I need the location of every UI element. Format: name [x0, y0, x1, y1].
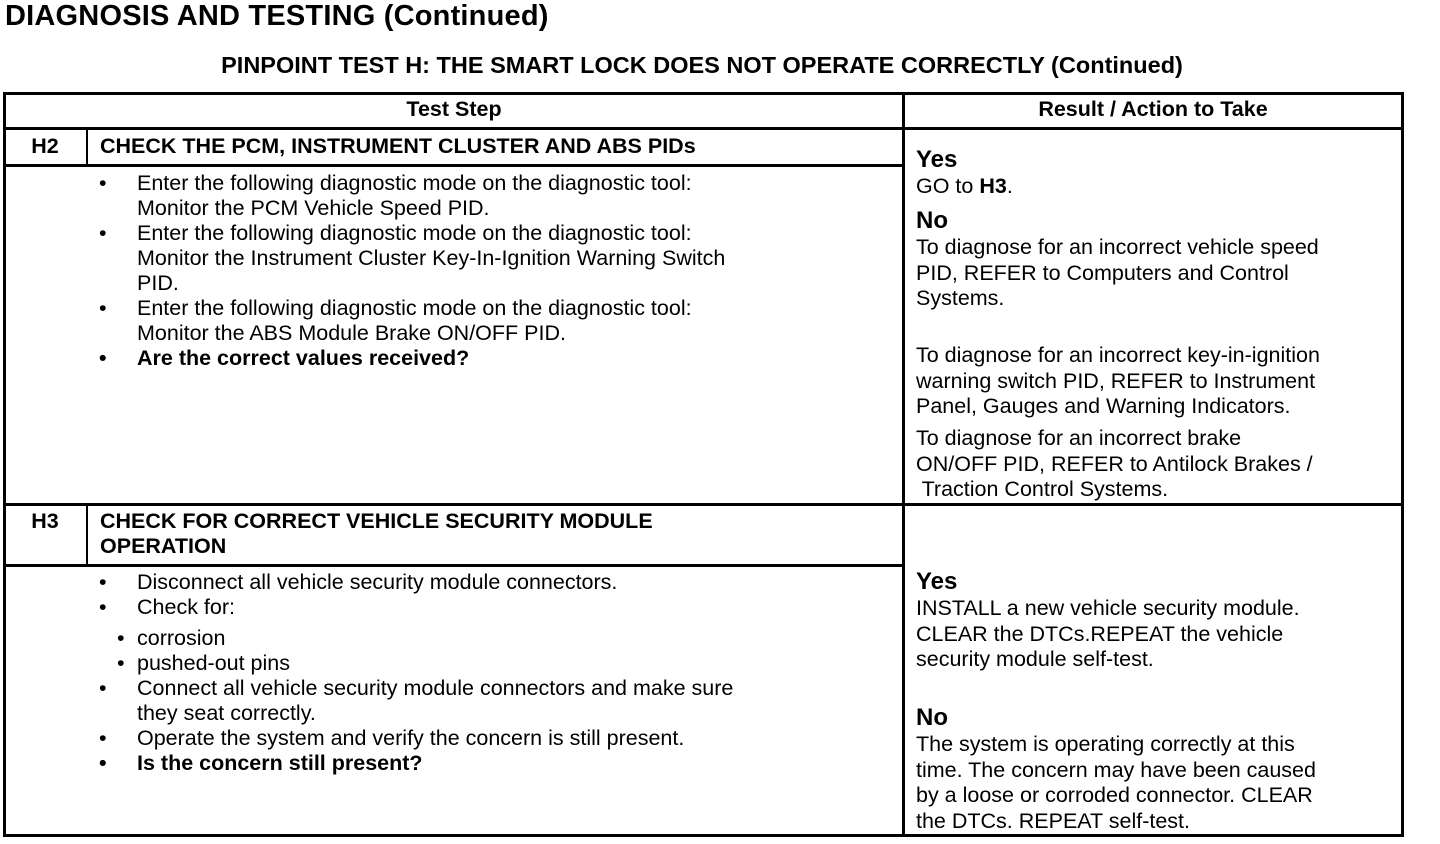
h3-title-divider	[3, 564, 905, 567]
list-item: • Operate the system and verify the concern is still present.	[99, 726, 733, 751]
step-title-h2: CHECK THE PCM, INSTRUMENT CLUSTER AND ABS PIDs	[100, 134, 696, 158]
list-item: • Are the correct values received?	[99, 346, 725, 371]
list-item: • Check for: • corrosion • pushed-out pins	[99, 595, 733, 676]
step-title-h3: CHECK FOR CORRECT VEHICLE SECURITY MODULE OPERATION	[100, 509, 653, 558]
h2-id-divider	[86, 127, 88, 167]
h2-title-divider	[3, 164, 905, 167]
list-item: • Disconnect all vehicle security module connectors.	[99, 570, 733, 595]
list-item: • corrosion	[117, 626, 733, 651]
list-item: • Connect all vehicle security module connectors and make sure they seat correctly.	[99, 676, 733, 726]
h2-no-action-3: To diagnose for an incorrect brake ON/OFF PID, REFER to Antilock Brakes / Traction Control Systems.	[916, 426, 1313, 501]
step-id-h2: H2	[31, 134, 59, 158]
table-border-bottom	[3, 834, 1404, 837]
h2-yes-label: Yes	[916, 146, 958, 173]
page-title: DIAGNOSIS AND TESTING (Continued)	[5, 0, 549, 32]
h2-no-label: No	[916, 207, 948, 234]
table-border-right	[1401, 92, 1404, 837]
pinpoint-test-title: PINPOINT TEST H: THE SMART LOCK DOES NOT OPERATE CORRECTLY (Continued)	[221, 52, 1183, 78]
h3-yes-action: INSTALL a new vehicle security module. CLEAR the DTCs.REPEAT the vehicle security module self-test.	[916, 596, 1300, 671]
h3-no-label: No	[916, 704, 948, 731]
list-item: • Enter the following diagnostic mode on the diagnostic tool: Monitor the PCM Vehicle Speed PID.	[99, 171, 725, 221]
h3-no-action: The system is operating correctly at this time. The concern may have been caused by a loose or corroded connector. CLEAR the DTCs. REPEAT self-test.	[916, 732, 1316, 833]
list-item: • Enter the following diagnostic mode on the diagnostic tool: Monitor the Instrument Cluster Key-In-Ignition Warning Switch PID.	[99, 221, 725, 296]
h3-id-divider	[86, 503, 88, 567]
column-divider	[902, 92, 905, 837]
h2-no-action-2: To diagnose for an incorrect key-in-ignition warning switch PID, REFER to Instrument Panel, Gauges and Warning Indicators.	[916, 343, 1320, 418]
header-row-divider	[3, 127, 1404, 130]
h2-h3-row-divider	[3, 503, 1404, 506]
list-item: • Is the concern still present?	[99, 751, 733, 776]
h2-step-list	[99, 171, 725, 371]
h3-step-list	[99, 570, 733, 776]
list-item: • Enter the following diagnostic mode on the diagnostic tool: Monitor the ABS Module Brake ON/OFF PID.	[99, 296, 725, 346]
list-item: • pushed-out pins	[117, 651, 733, 676]
h2-no-action-1: To diagnose for an incorrect vehicle speed PID, REFER to Computers and Control Systems.	[916, 235, 1319, 310]
column-header-test-step: Test Step	[406, 97, 502, 121]
h3-yes-label: Yes	[916, 568, 958, 595]
check-for-sublist	[137, 626, 733, 676]
column-header-result: Result / Action to Take	[1038, 97, 1268, 121]
table-border-top	[3, 92, 1404, 95]
table-border-left	[3, 92, 6, 837]
h2-yes-action: GO to H3.	[916, 174, 1013, 198]
step-id-h3: H3	[31, 509, 59, 533]
